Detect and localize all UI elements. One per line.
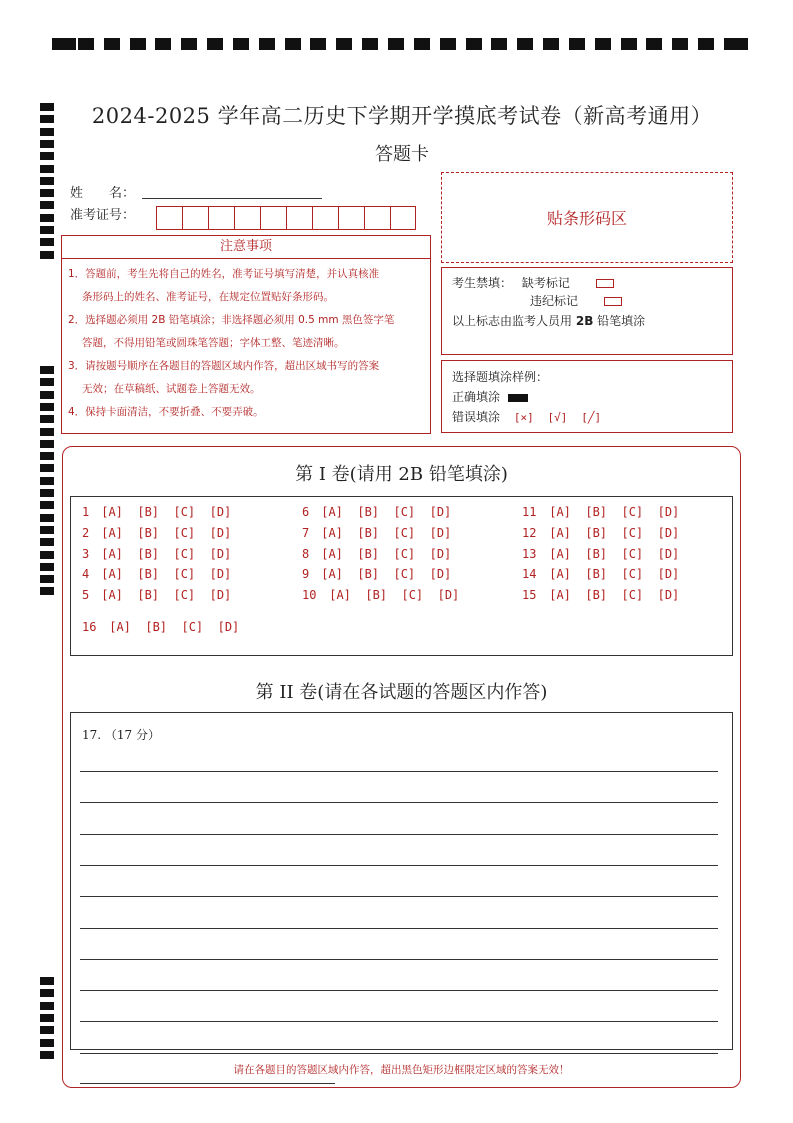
timing-mark <box>40 152 54 160</box>
exam-digit-box[interactable] <box>260 206 286 230</box>
answer-options[interactable]: [A] [B] [C] [D] <box>314 567 452 581</box>
answer-options[interactable]: [A] [B] [C] [D] <box>102 620 240 634</box>
answer-line[interactable] <box>80 802 718 803</box>
question-number: 1 <box>82 505 90 519</box>
question-number: 9 <box>302 567 310 581</box>
exam-digit-box[interactable] <box>234 206 260 230</box>
exam-digit-box[interactable] <box>208 206 234 230</box>
choice-question-3[interactable] <box>82 547 231 561</box>
choice-question-4[interactable] <box>82 567 231 581</box>
timing-mark <box>646 38 662 50</box>
timing-mark <box>724 38 748 50</box>
timing-mark <box>40 1039 54 1047</box>
answer-line[interactable] <box>80 928 718 929</box>
answer-options[interactable]: [A] [B] [C] [D] <box>94 526 232 540</box>
footer-divider-short <box>80 1083 335 1084</box>
exam-number-label: 准考证号： <box>70 208 136 223</box>
question-number: 4 <box>82 567 90 581</box>
timing-mark <box>130 38 146 50</box>
timing-mark <box>40 514 54 522</box>
exam-digit-box[interactable] <box>312 206 338 230</box>
timing-mark <box>569 38 585 50</box>
answer-options[interactable]: [A] [B] [C] [D] <box>94 547 232 561</box>
timing-mark <box>40 501 54 509</box>
answer-options[interactable]: [A] [B] [C] [D] <box>542 588 680 602</box>
note-line: 无效；在草稿纸、试题卷上答题无效。 <box>82 383 261 395</box>
name-label: 姓 名： <box>70 186 136 201</box>
timing-mark <box>233 38 249 50</box>
answer-line[interactable] <box>80 865 718 866</box>
timing-mark <box>40 1002 54 1010</box>
timing-mark <box>672 38 688 50</box>
answer-line[interactable] <box>80 896 718 897</box>
choice-question-7[interactable] <box>302 526 451 540</box>
timing-mark <box>40 391 54 399</box>
timing-mark <box>40 189 54 197</box>
section2-title: 第 II 卷(请在各试题的答题区内作答) <box>255 682 548 703</box>
question-number: 16 <box>82 620 97 634</box>
question-number: 2 <box>82 526 90 540</box>
timing-mark <box>207 38 223 50</box>
question-number: 10 <box>302 588 317 602</box>
answer-options[interactable]: [A] [B] [C] [D] <box>94 567 232 581</box>
note-line: 2．选择题必须用 2B 铅笔填涂；非选择题必须用 0.5 mm 黑色签字笔 <box>68 314 395 326</box>
answer-line[interactable] <box>80 990 718 991</box>
timing-mark <box>104 38 120 50</box>
timing-mark <box>40 177 54 185</box>
note-line: 答题，不得用铅笔或圆珠笔答题；字体工整、笔迹清晰。 <box>82 337 345 349</box>
exam-digit-box[interactable] <box>364 206 390 230</box>
timing-mark <box>40 977 54 985</box>
question-number: 3 <box>82 547 90 561</box>
timing-mark <box>181 38 197 50</box>
exam-digit-box[interactable] <box>156 206 182 230</box>
timing-mark <box>40 575 54 583</box>
timing-mark <box>595 38 611 50</box>
timing-mark <box>155 38 171 50</box>
timing-mark <box>78 38 94 50</box>
fill-sample-box <box>441 360 733 433</box>
notes-heading: 注意事项 <box>61 235 431 259</box>
note-item <box>68 309 424 355</box>
page-title: 2024-2025 学年高二历史下学期开学摸底考试卷（新高考通用） <box>91 104 713 128</box>
timing-mark <box>621 38 637 50</box>
timing-mark <box>40 128 54 136</box>
answer-options[interactable]: [A] [B] [C] [D] <box>314 505 452 519</box>
timing-mark <box>698 38 714 50</box>
note-item <box>68 401 424 424</box>
section1-title: 第 I 卷(请用 2B 铅笔填涂) <box>295 464 508 485</box>
question-number: 8 <box>302 547 310 561</box>
answer-line[interactable] <box>80 834 718 835</box>
timing-mark <box>40 440 54 448</box>
footer-divider <box>80 1053 718 1054</box>
question-number: 5 <box>82 588 90 602</box>
timing-mark <box>40 201 54 209</box>
timing-mark <box>40 526 54 534</box>
answer-options[interactable]: [A] [B] [C] [D] <box>542 526 680 540</box>
top-timing-marks <box>52 38 748 52</box>
exam-digit-box[interactable] <box>338 206 364 230</box>
exam-digit-box[interactable] <box>390 206 416 230</box>
violation-label: 违纪标记 <box>530 294 579 308</box>
timing-mark <box>52 38 76 50</box>
question-number: 14 <box>522 567 537 581</box>
timing-mark <box>40 538 54 546</box>
choice-question-14[interactable] <box>522 567 679 581</box>
choice-question-8[interactable] <box>302 547 451 561</box>
answer-options[interactable]: [A] [B] [C] [D] <box>542 505 680 519</box>
footer-note: 请在各题目的答题区域内作答，超出黑色矩形边框限定区域的答案无效！ <box>233 1064 570 1076</box>
answer-options[interactable]: [A] [B] [C] [D] <box>322 588 460 602</box>
answer-options[interactable]: [A] [B] [C] [D] <box>94 505 232 519</box>
note-line: 1．答题前，考生先将自己的姓名，准考证号填写清楚，并认真核准 <box>68 268 380 280</box>
wrong-mark-cross: [×] <box>513 411 534 424</box>
timing-mark <box>336 38 352 50</box>
choice-question-2[interactable] <box>82 526 231 540</box>
question-17-label: 17. （17 分） <box>82 728 160 742</box>
notes-body <box>61 259 431 434</box>
timing-mark <box>40 238 54 246</box>
answer-options[interactable]: [A] [B] [C] [D] <box>542 547 680 561</box>
timing-mark <box>40 103 54 111</box>
answer-options[interactable]: [A] [B] [C] [D] <box>314 547 452 561</box>
choice-question-6[interactable] <box>302 505 451 519</box>
wrong-fill-label: 错误填涂 <box>452 410 501 424</box>
timing-mark <box>40 378 54 386</box>
page-subtitle: 答题卡 <box>375 144 429 165</box>
exam-number-boxes[interactable] <box>156 206 416 230</box>
timing-mark <box>40 165 54 173</box>
timing-mark <box>40 226 54 234</box>
forbid-note-suffix: 铅笔填涂 <box>597 314 646 328</box>
choice-question-13[interactable] <box>522 547 679 561</box>
note-item <box>68 355 424 401</box>
timing-mark <box>466 38 482 50</box>
wrong-mark-check: [√] <box>547 411 568 424</box>
forbid-note-prefix: 以上标志由监考人员用 <box>452 314 573 328</box>
timing-mark <box>543 38 559 50</box>
timing-mark <box>40 115 54 123</box>
question-number: 7 <box>302 526 310 540</box>
answer-options[interactable]: [A] [B] [C] [D] <box>314 526 452 540</box>
timing-mark <box>40 464 54 472</box>
violation-mark-box[interactable] <box>604 297 622 306</box>
answer-line[interactable] <box>80 1021 718 1022</box>
sample-label: 选择题填涂样例： <box>452 370 549 384</box>
timing-mark <box>40 489 54 497</box>
timing-mark <box>362 38 378 50</box>
note-item <box>68 263 424 309</box>
timing-mark <box>40 1014 54 1022</box>
question-number: 11 <box>522 505 537 519</box>
choice-question-9[interactable] <box>302 567 451 581</box>
timing-mark <box>40 251 54 259</box>
choice-question-15[interactable] <box>522 588 679 602</box>
choice-question-5[interactable] <box>82 588 231 602</box>
timing-mark <box>285 38 301 50</box>
choice-question-10[interactable] <box>302 588 459 602</box>
timing-mark <box>40 563 54 571</box>
absent-mark-box[interactable] <box>596 279 614 288</box>
name-field[interactable] <box>142 198 322 199</box>
timing-mark <box>40 551 54 559</box>
timing-mark <box>40 403 54 411</box>
timing-mark <box>414 38 430 50</box>
forbid-box <box>441 267 733 355</box>
question-number: 12 <box>522 526 537 540</box>
timing-mark <box>440 38 456 50</box>
timing-mark <box>40 477 54 485</box>
note-line: 条形码上的姓名、准考证号，在规定位置贴好条形码。 <box>82 291 334 303</box>
timing-mark <box>388 38 404 50</box>
answer-options[interactable]: [A] [B] [C] [D] <box>542 567 680 581</box>
answer-line[interactable] <box>80 959 718 960</box>
timing-mark <box>517 38 533 50</box>
barcode-area <box>441 172 733 263</box>
forbid-note-bold: 2B <box>575 314 594 328</box>
choice-question-11[interactable] <box>522 505 679 519</box>
timing-mark <box>310 38 326 50</box>
correct-fill-label: 正确填涂 <box>452 390 501 404</box>
note-line: 4．保持卡面清洁，不要折叠、不要弄破。 <box>68 406 264 418</box>
timing-mark <box>40 452 54 460</box>
wrong-mark-slash: [╱] <box>581 411 602 424</box>
timing-mark <box>40 415 54 423</box>
timing-mark <box>40 1026 54 1034</box>
question-number: 15 <box>522 588 537 602</box>
answer-line[interactable] <box>80 771 718 772</box>
answer-options[interactable]: [A] [B] [C] [D] <box>94 588 232 602</box>
question-number: 13 <box>522 547 537 561</box>
choice-question-12[interactable] <box>522 526 679 540</box>
choice-question-1[interactable] <box>82 505 231 519</box>
timing-mark <box>491 38 507 50</box>
barcode-label: 贴条形码区 <box>546 209 627 228</box>
timing-mark <box>40 214 54 222</box>
question-number: 6 <box>302 505 310 519</box>
note-line: 3．请按题号顺序在各题目的答题区域内作答，超出区域书写的答案 <box>68 360 380 372</box>
timing-mark <box>40 587 54 595</box>
timing-mark <box>40 428 54 436</box>
timing-mark <box>40 140 54 148</box>
timing-mark <box>40 366 54 374</box>
timing-mark <box>40 1051 54 1059</box>
exam-digit-box[interactable] <box>286 206 312 230</box>
timing-mark <box>259 38 275 50</box>
choice-question-16[interactable] <box>82 620 239 634</box>
absent-label: 缺考标记 <box>521 276 570 290</box>
forbid-label: 考生禁填： <box>452 276 513 290</box>
exam-digit-box[interactable] <box>182 206 208 230</box>
timing-mark <box>40 989 54 997</box>
essay-answer-box[interactable] <box>70 712 733 1050</box>
filled-mark-icon <box>508 394 528 402</box>
